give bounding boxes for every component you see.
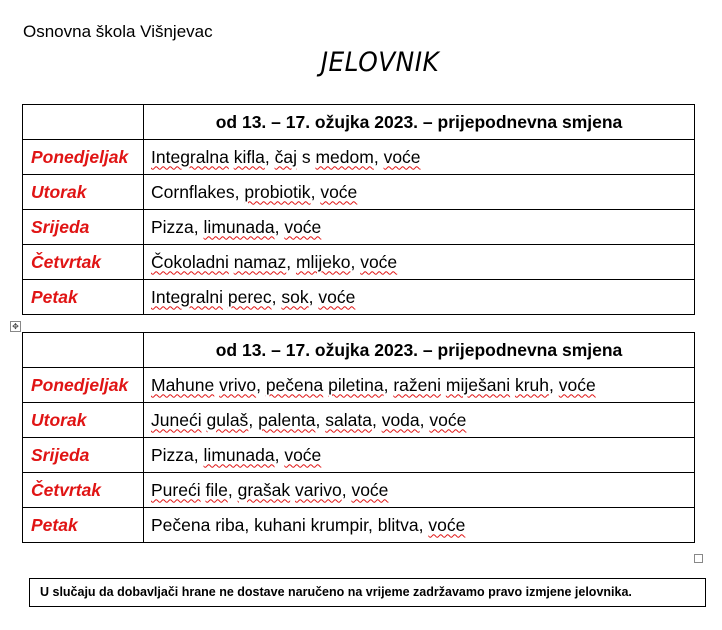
meal-text: Pizza, limunada, voće bbox=[151, 444, 322, 465]
table-row bbox=[23, 368, 695, 403]
meal-cell[interactable] bbox=[144, 368, 695, 403]
meal-text: Integralni perec, sok, voće bbox=[151, 286, 356, 307]
meal-cell[interactable] bbox=[144, 508, 695, 543]
meal-cell[interactable] bbox=[144, 175, 695, 210]
meal-text: Pizza, limunada, voće bbox=[151, 216, 322, 237]
table-row bbox=[23, 140, 695, 175]
meal-cell[interactable] bbox=[144, 140, 695, 175]
table-row bbox=[23, 473, 695, 508]
meal-text: Cornflakes, probiotik, voće bbox=[151, 181, 358, 202]
meal-text: Čokoladni namaz, mlijeko, voće bbox=[151, 251, 398, 272]
move-icon[interactable]: ✥ bbox=[10, 321, 21, 332]
meal-cell[interactable] bbox=[144, 280, 695, 315]
table-row bbox=[23, 508, 695, 543]
table-row bbox=[23, 403, 695, 438]
table-row bbox=[23, 280, 695, 315]
page-title: JELOVNIK bbox=[320, 47, 440, 78]
meal-text: Juneći gulaš, palenta, salata, voda, voće bbox=[151, 409, 467, 430]
meal-cell[interactable] bbox=[144, 473, 695, 508]
resize-handle-icon[interactable] bbox=[694, 554, 703, 563]
table-row bbox=[23, 438, 695, 473]
empty-header-cell[interactable] bbox=[23, 105, 144, 140]
date-range-heading[interactable]: od 13. – 17. ožujka 2023. – prijepodnevna smjena bbox=[144, 333, 695, 368]
meal-cell[interactable] bbox=[144, 403, 695, 438]
day-cell[interactable]: Utorak bbox=[23, 175, 144, 210]
day-cell[interactable]: Srijeda bbox=[23, 438, 144, 473]
date-range-heading[interactable]: od 13. – 17. ožujka 2023. – prijepodnevna smjena bbox=[144, 105, 695, 140]
meal-cell[interactable] bbox=[144, 210, 695, 245]
school-name: Osnovna škola Višnjevac bbox=[23, 22, 213, 41]
table-header-row bbox=[23, 333, 695, 368]
meal-text: Pureći file, grašak varivo, voće bbox=[151, 479, 389, 500]
table-row bbox=[23, 210, 695, 245]
day-cell[interactable]: Četvrtak bbox=[23, 245, 144, 280]
empty-header-cell[interactable] bbox=[23, 333, 144, 368]
day-cell[interactable]: Utorak bbox=[23, 403, 144, 438]
day-cell[interactable]: Ponedjeljak bbox=[23, 140, 144, 175]
day-cell[interactable]: Petak bbox=[23, 508, 144, 543]
meal-text: Integralna kifla, čaj s medom, voće bbox=[151, 146, 421, 167]
day-cell[interactable]: Četvrtak bbox=[23, 473, 144, 508]
meal-cell[interactable] bbox=[144, 438, 695, 473]
menu-table-2 bbox=[22, 332, 695, 543]
day-cell[interactable]: Ponedjeljak bbox=[23, 368, 144, 403]
notice-box[interactable]: U slučaju da dobavljači hrane ne dostave naručeno na vrijeme zadržavamo pravo izmjene jelovnika. bbox=[29, 578, 706, 607]
menu-table-1 bbox=[22, 104, 695, 315]
table-row bbox=[23, 245, 695, 280]
table-header-row bbox=[23, 105, 695, 140]
day-cell[interactable]: Petak bbox=[23, 280, 144, 315]
meal-text: Mahune vrivo, pečena piletina, raženi miješani kruh, voće bbox=[151, 374, 596, 395]
meal-cell[interactable] bbox=[144, 245, 695, 280]
table-row bbox=[23, 175, 695, 210]
day-cell[interactable]: Srijeda bbox=[23, 210, 144, 245]
meal-text: Pečena riba, kuhani krumpir, blitva, voće bbox=[151, 514, 466, 535]
